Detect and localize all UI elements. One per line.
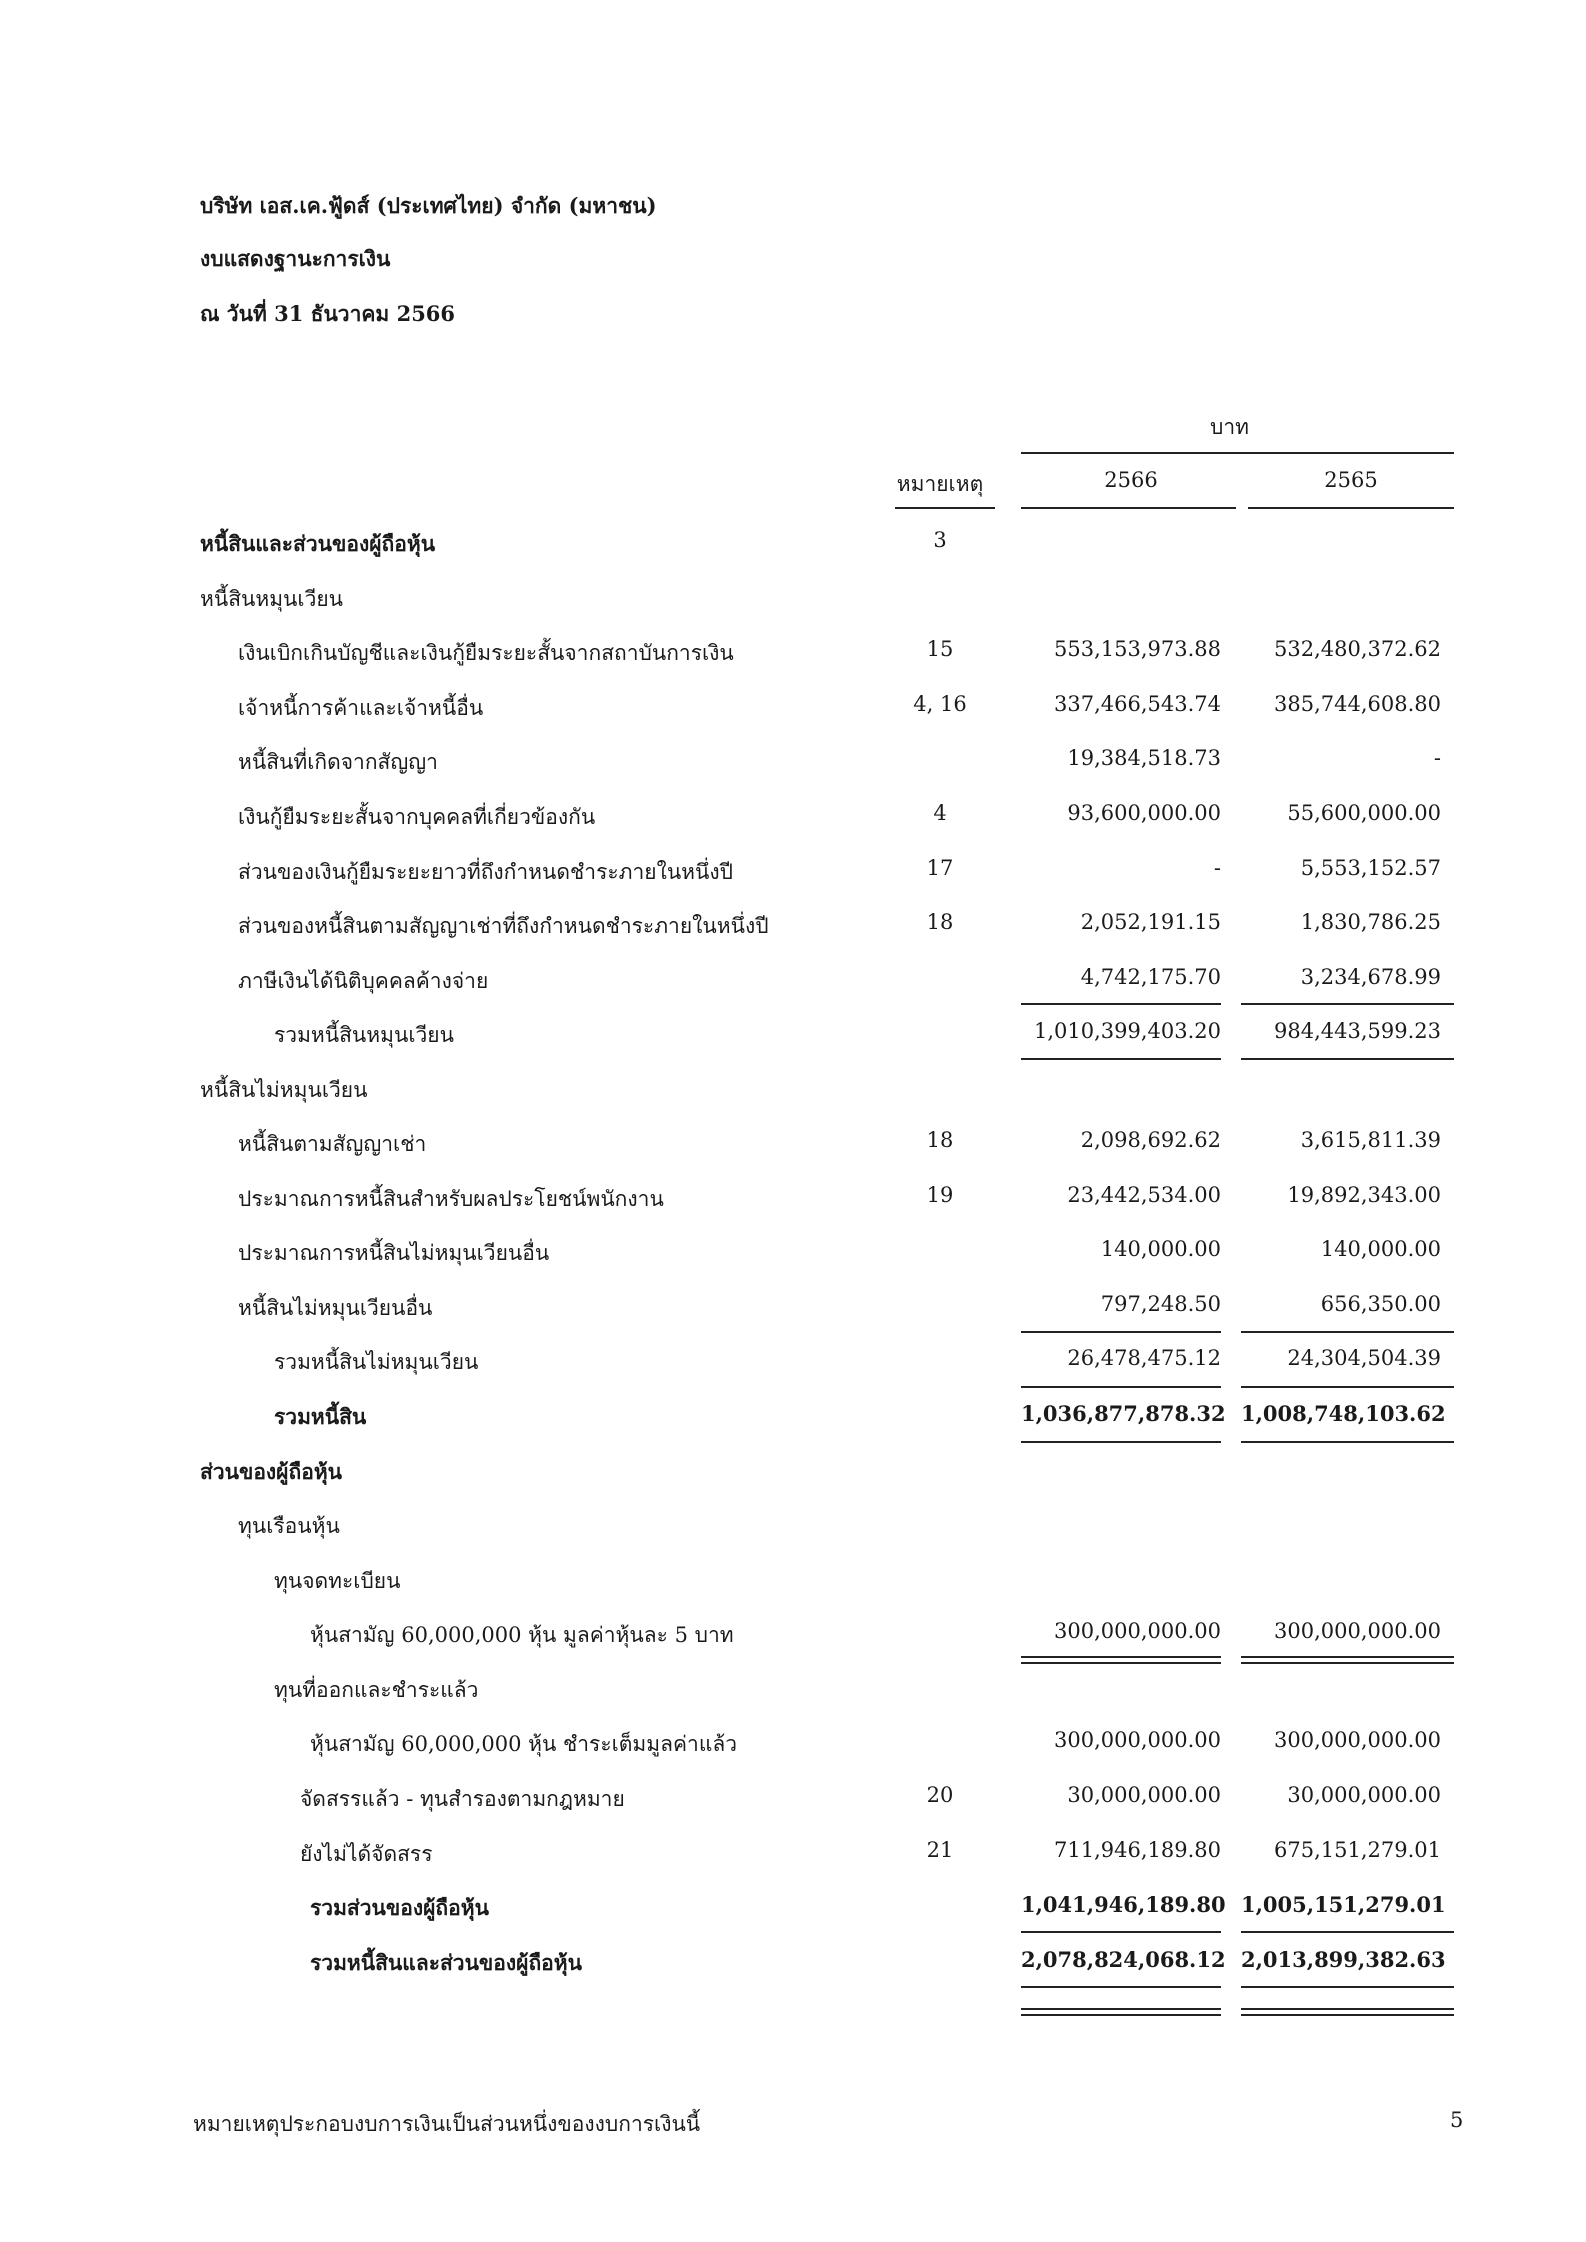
- row-value-2566: 19,384,518.73: [1067, 746, 1221, 770]
- rule-line-2566: [1021, 1331, 1221, 1333]
- year-2566-header-underline: [1021, 507, 1236, 509]
- row-note-ref: 17: [926, 856, 954, 880]
- table-row: [0, 1783, 1586, 1823]
- table-row: [0, 528, 1586, 568]
- company-name: บริษัท เอส.เค.ฟู้ดส์ (ประเทศไทย) จำกัด (มหาชน): [200, 193, 657, 218]
- rule-line-2566: [1021, 2014, 1221, 2016]
- row-note-ref: 3: [933, 528, 947, 552]
- row-value-2565: 3,234,678.99: [1300, 965, 1441, 989]
- rule-line-2565: [1241, 1386, 1454, 1388]
- row-label: จัดสรรแล้ว - ทุนสำรองตามกฎหมาย: [300, 1787, 625, 1811]
- row-label: เงินเบิกเกินบัญชีและเงินกู้ยืมระยะสั้นจากสถาบันการเงิน: [238, 641, 734, 665]
- row-value-2565: 675,151,279.01: [1274, 1838, 1441, 1862]
- row-note-ref: 15: [926, 637, 954, 661]
- row-label: เจ้าหนี้การค้าและเจ้าหนี้อื่น: [238, 696, 484, 720]
- row-value-2566: 26,478,475.12: [1067, 1346, 1221, 1370]
- table-row: [0, 1128, 1586, 1168]
- row-note-ref: 18: [926, 910, 954, 934]
- row-label: ส่วนของผู้ถือหุ้น: [200, 1459, 343, 1484]
- row-label: หุ้นสามัญ 60,000,000 หุ้น ชำระเต็มมูลค่าแล้ว: [310, 1732, 738, 1756]
- footer-note: หมายเหตุประกอบงบการเงินเป็นส่วนหนึ่งของงบการเงินนี้: [193, 2112, 701, 2136]
- row-label: หุ้นสามัญ 60,000,000 หุ้น มูลค่าหุ้นละ 5 บาท: [310, 1623, 734, 1647]
- row-value-2565: 300,000,000.00: [1274, 1728, 1441, 1752]
- table-row: [0, 1892, 1586, 1932]
- rule-line-2565: [1241, 1931, 1454, 1933]
- row-value-2566: 93,600,000.00: [1067, 801, 1221, 825]
- row-value-2565: 300,000,000.00: [1274, 1619, 1441, 1643]
- rule-line-2565: [1241, 1003, 1454, 1005]
- rule-line-2566: [1021, 1986, 1221, 1988]
- row-label: รวมหนี้สินหมุนเวียน: [274, 1023, 454, 1047]
- row-label: ทุนจดทะเบียน: [274, 1569, 401, 1593]
- note-column-header: หมายเหตุ: [896, 472, 984, 496]
- rule-line-2566: [1021, 1058, 1221, 1060]
- statement-date: ณ วันที่ 31 ธันวาคม 2566: [200, 301, 456, 326]
- table-row: [0, 1565, 1586, 1605]
- row-value-2566: 300,000,000.00: [1054, 1728, 1221, 1752]
- table-row: [0, 1292, 1586, 1332]
- rule-line-2566: [1021, 2008, 1221, 2010]
- rule-line-2565: [1241, 1656, 1454, 1658]
- row-note-ref: 4, 16: [913, 692, 967, 716]
- row-label: หนี้สินและส่วนของผู้ถือหุ้น: [200, 531, 436, 556]
- table-row: [0, 1728, 1586, 1768]
- row-value-2566: 4,742,175.70: [1080, 965, 1221, 989]
- row-label: ทุนที่ออกและชำระแล้ว: [274, 1678, 479, 1702]
- table-row: [0, 801, 1586, 841]
- row-label: หนี้สินไม่หมุนเวียนอื่น: [238, 1296, 433, 1320]
- row-label: รวมหนี้สิน: [274, 1404, 367, 1429]
- row-value-2565: 2,013,899,382.63: [1241, 1947, 1446, 1972]
- row-value-2565: 140,000.00: [1320, 1237, 1441, 1261]
- row-value-2565: 984,443,599.23: [1274, 1019, 1441, 1043]
- row-value-2566: 797,248.50: [1100, 1292, 1221, 1316]
- row-label: รวมหนี้สินไม่หมุนเวียน: [274, 1350, 479, 1374]
- table-row: [0, 746, 1586, 786]
- table-row: [0, 965, 1586, 1005]
- row-value-2565: -: [1433, 746, 1441, 770]
- row-value-2566: 2,052,191.15: [1080, 910, 1221, 934]
- table-row: [0, 1619, 1586, 1659]
- row-value-2565: 24,304,504.39: [1287, 1346, 1441, 1370]
- table-row: [0, 1838, 1586, 1878]
- row-value-2566: 300,000,000.00: [1054, 1619, 1221, 1643]
- row-value-2566: 23,442,534.00: [1067, 1183, 1221, 1207]
- table-row: [0, 1346, 1586, 1386]
- row-value-2566: 553,153,973.88: [1054, 637, 1221, 661]
- row-note-ref: 19: [926, 1183, 954, 1207]
- row-value-2565: 5,553,152.57: [1300, 856, 1441, 880]
- row-label: ยังไม่ได้จัดสรร: [300, 1842, 433, 1866]
- table-row: [0, 1237, 1586, 1277]
- row-note-ref: 20: [926, 1783, 954, 1807]
- rule-line-2565: [1241, 2014, 1454, 2016]
- row-value-2565: 1,008,748,103.62: [1241, 1401, 1446, 1426]
- row-value-2566: 1,036,877,878.32: [1021, 1401, 1226, 1426]
- rule-line-2566: [1021, 1931, 1221, 1933]
- row-note-ref: 21: [926, 1838, 954, 1862]
- row-label: ภาษีเงินได้นิติบุคคลค้างจ่าย: [238, 969, 489, 993]
- table-row: [0, 1510, 1586, 1550]
- row-value-2566: 30,000,000.00: [1067, 1783, 1221, 1807]
- year-2566-header: 2566: [1104, 468, 1158, 492]
- note-header-underline: [895, 507, 995, 509]
- rule-line-2566: [1021, 1656, 1221, 1658]
- rule-line-2565: [1241, 1986, 1454, 1988]
- table-row: [0, 1183, 1586, 1223]
- row-label: หนี้สินตามสัญญาเช่า: [238, 1132, 427, 1156]
- table-row: [0, 1019, 1586, 1059]
- rule-line-2565: [1241, 1662, 1454, 1664]
- row-value-2566: 1,010,399,403.20: [1033, 1019, 1221, 1043]
- row-note-ref: 4: [933, 801, 947, 825]
- row-value-2566: -: [1213, 856, 1221, 880]
- table-row: [0, 1674, 1586, 1714]
- rule-line-2565: [1241, 1331, 1454, 1333]
- row-value-2565: 1,830,786.25: [1300, 910, 1441, 934]
- rule-line-2565: [1241, 1441, 1454, 1443]
- row-value-2565: 1,005,151,279.01: [1241, 1892, 1446, 1917]
- row-value-2565: 385,744,608.80: [1274, 692, 1441, 716]
- year-2565-header-underline: [1248, 507, 1454, 509]
- row-value-2566: 140,000.00: [1100, 1237, 1221, 1261]
- row-value-2566: 2,078,824,068.12: [1021, 1947, 1226, 1972]
- table-row: [0, 637, 1586, 677]
- row-value-2565: 19,892,343.00: [1287, 1183, 1441, 1207]
- table-row: [0, 910, 1586, 950]
- row-value-2565: 30,000,000.00: [1287, 1783, 1441, 1807]
- row-label: หนี้สินที่เกิดจากสัญญา: [238, 750, 438, 774]
- row-value-2566: 1,041,946,189.80: [1021, 1892, 1226, 1917]
- row-label: หนี้สินไม่หมุนเวียน: [200, 1078, 368, 1102]
- row-label: เงินกู้ยืมระยะสั้นจากบุคคลที่เกี่ยวข้องกัน: [238, 805, 596, 829]
- table-row: [0, 856, 1586, 896]
- statement-title: งบแสดงฐานะการเงิน: [200, 246, 391, 271]
- row-label: ประมาณการหนี้สินไม่หมุนเวียนอื่น: [238, 1241, 550, 1265]
- table-row: [0, 1947, 1586, 1987]
- table-row: [0, 692, 1586, 732]
- row-note-ref: 18: [926, 1128, 954, 1152]
- row-label: ส่วนของหนี้สินตามสัญญาเช่าที่ถึงกำหนดชำระภายในหนึ่งปี: [238, 914, 769, 938]
- rule-line-2566: [1021, 1386, 1221, 1388]
- rule-line-2566: [1021, 1003, 1221, 1005]
- rule-line-2566: [1021, 1662, 1221, 1664]
- table-row: [0, 1401, 1586, 1441]
- row-label: รวมส่วนของผู้ถือหุ้น: [310, 1895, 489, 1920]
- row-value-2566: 337,466,543.74: [1054, 692, 1221, 716]
- unit-label: บาท: [1210, 415, 1249, 439]
- row-label: ส่วนของเงินกู้ยืมระยะยาวที่ถึงกำหนดชำระภายในหนึ่งปี: [238, 860, 733, 884]
- year-2565-header: 2565: [1324, 468, 1378, 492]
- row-label: ประมาณการหนี้สินสำหรับผลประโยชน์พนักงาน: [238, 1187, 664, 1211]
- row-value-2566: 2,098,692.62: [1080, 1128, 1221, 1152]
- row-label: หนี้สินหมุนเวียน: [200, 587, 344, 611]
- row-value-2565: 532,480,372.62: [1274, 637, 1441, 661]
- row-label: รวมหนี้สินและส่วนของผู้ถือหุ้น: [310, 1950, 582, 1975]
- row-label: ทุนเรือนหุ้น: [238, 1514, 340, 1538]
- row-value-2565: 55,600,000.00: [1287, 801, 1441, 825]
- table-row: [0, 1074, 1586, 1114]
- table-row: [0, 583, 1586, 623]
- unit-underline: [1021, 452, 1454, 454]
- row-value-2565: 3,615,811.39: [1300, 1128, 1441, 1152]
- rule-line-2565: [1241, 2008, 1454, 2010]
- row-value-2565: 656,350.00: [1320, 1292, 1441, 1316]
- table-row: [0, 1456, 1586, 1496]
- rule-line-2566: [1021, 1441, 1221, 1443]
- rule-line-2565: [1241, 1058, 1454, 1060]
- row-value-2566: 711,946,189.80: [1054, 1838, 1221, 1862]
- page-number: 5: [1450, 2108, 1464, 2132]
